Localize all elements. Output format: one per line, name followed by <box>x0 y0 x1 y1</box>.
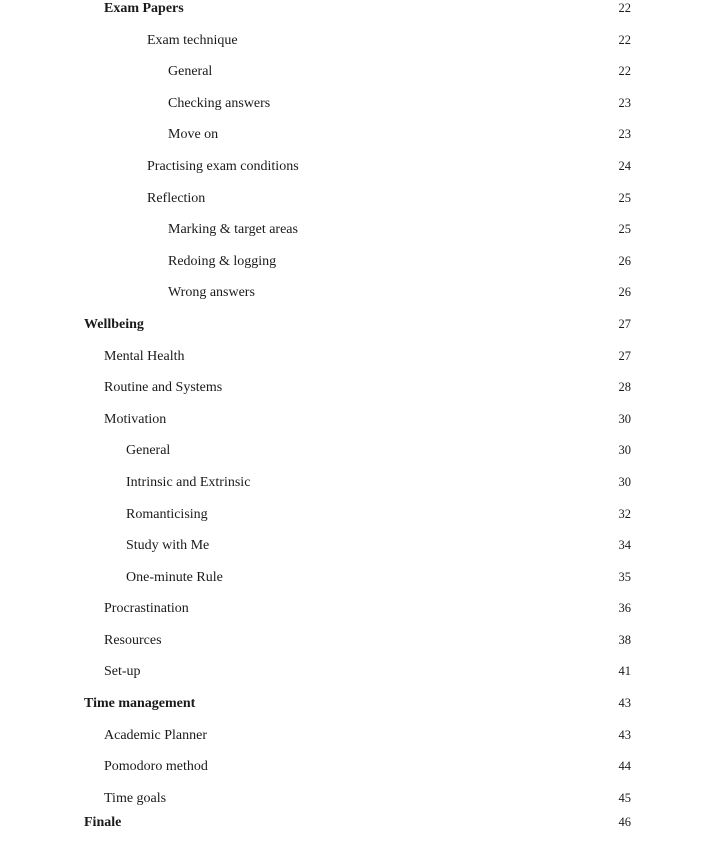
toc-entry[interactable] <box>0 126 702 158</box>
toc-entry-label: Intrinsic and Extrinsic <box>126 474 251 490</box>
toc-entry[interactable] <box>0 506 702 538</box>
toc-entry[interactable] <box>0 411 702 443</box>
toc-entry-page: 45 <box>618 790 631 805</box>
toc-entry-label: Routine and Systems <box>104 380 223 396</box>
toc-entry-page: 44 <box>618 759 631 774</box>
toc-entry[interactable] <box>0 474 702 506</box>
toc-entry-label: Academic Planner <box>104 727 208 743</box>
toc-entry-label: Romanticising <box>126 506 208 522</box>
toc-entry-label: Motivation <box>104 411 167 427</box>
toc-entry-label: Time goals <box>104 790 167 806</box>
toc-entry[interactable] <box>0 221 702 253</box>
toc-entry[interactable] <box>0 284 702 316</box>
toc-entry-label: Redoing & logging <box>168 253 277 269</box>
toc-entry[interactable] <box>0 63 702 95</box>
toc-entry-label: Reflection <box>147 190 206 206</box>
toc-entry-page: 43 <box>618 727 631 742</box>
toc-entry-page: 41 <box>618 664 631 679</box>
toc-entry[interactable] <box>0 316 702 348</box>
toc-entry-page: 23 <box>618 127 631 142</box>
toc-entry-page: 43 <box>618 696 631 711</box>
toc-entry-page: 35 <box>618 569 631 584</box>
toc-entry-label: Move on <box>168 127 219 143</box>
toc-entry[interactable] <box>0 95 702 127</box>
toc-entry-page: 22 <box>618 64 631 79</box>
toc-entry-page: 30 <box>618 411 631 426</box>
toc-entry[interactable] <box>0 32 702 64</box>
toc-entry-label: Pomodoro method <box>104 759 208 775</box>
toc-entry-label: Wrong answers <box>168 285 255 301</box>
toc-entry-label: Resources <box>104 632 162 648</box>
toc-entry-page: 32 <box>618 506 631 521</box>
toc-entry-label: General <box>126 443 171 459</box>
toc-entry-page: 38 <box>618 632 631 647</box>
toc-entry[interactable] <box>0 600 702 632</box>
toc-entry[interactable] <box>0 758 702 790</box>
toc-entry-page: 23 <box>618 95 631 110</box>
toc-entry[interactable] <box>0 379 702 411</box>
toc-entry[interactable] <box>0 569 702 601</box>
toc-entry-page: 27 <box>618 316 631 331</box>
toc-entry-page: 30 <box>618 443 631 458</box>
toc-entry-page: 28 <box>618 380 631 395</box>
toc-entry-label: Checking answers <box>168 95 271 111</box>
toc-entry-page: 22 <box>618 32 631 47</box>
toc-entry-label: Wellbeing <box>84 316 144 332</box>
toc-entry-page: 22 <box>618 1 631 15</box>
toc-entry-label: Mental Health <box>104 348 185 364</box>
toc-entry[interactable] <box>0 537 702 569</box>
toc-entry-label: Study with Me <box>126 538 210 554</box>
toc-entry-label: Time management <box>84 696 196 712</box>
toc-entry-label: General <box>168 64 213 80</box>
toc-entry[interactable] <box>0 442 702 474</box>
toc-entry-label: Exam technique <box>147 32 238 48</box>
toc-entry-page: 34 <box>618 538 631 553</box>
toc-entry[interactable] <box>0 190 702 222</box>
toc-entry[interactable] <box>0 695 702 727</box>
toc-entry[interactable] <box>0 158 702 190</box>
toc-entry-page: 25 <box>618 190 631 205</box>
toc-entry[interactable] <box>0 253 702 285</box>
toc-entry-page: 46 <box>618 815 631 830</box>
toc-entry[interactable] <box>0 727 702 759</box>
toc-entry-label: Marking & target areas <box>168 222 298 238</box>
toc-entry-page: 27 <box>618 348 631 363</box>
toc-entry[interactable] <box>0 348 702 380</box>
toc-entry-label: Practising exam conditions <box>147 158 299 174</box>
toc-entry[interactable] <box>0 790 702 815</box>
toc-entry-label: Exam Papers <box>104 1 184 16</box>
toc-entry[interactable] <box>0 663 702 695</box>
toc-entry-page: 26 <box>618 253 631 268</box>
toc-entry-page: 25 <box>618 222 631 237</box>
toc-entry-page: 36 <box>618 601 631 616</box>
toc-entry[interactable] <box>0 0 702 32</box>
toc-entry-label: Finale <box>84 815 122 831</box>
toc-entry-page: 24 <box>618 158 631 173</box>
toc-entry-page: 26 <box>618 285 631 300</box>
toc-entry[interactable] <box>0 814 702 839</box>
toc-entry-label: Procrastination <box>104 601 189 617</box>
toc-entry-label: One-minute Rule <box>126 569 223 585</box>
toc-entry-label: Set-up <box>104 664 141 680</box>
toc-entry[interactable] <box>0 632 702 664</box>
toc-entry-page: 30 <box>618 474 631 489</box>
